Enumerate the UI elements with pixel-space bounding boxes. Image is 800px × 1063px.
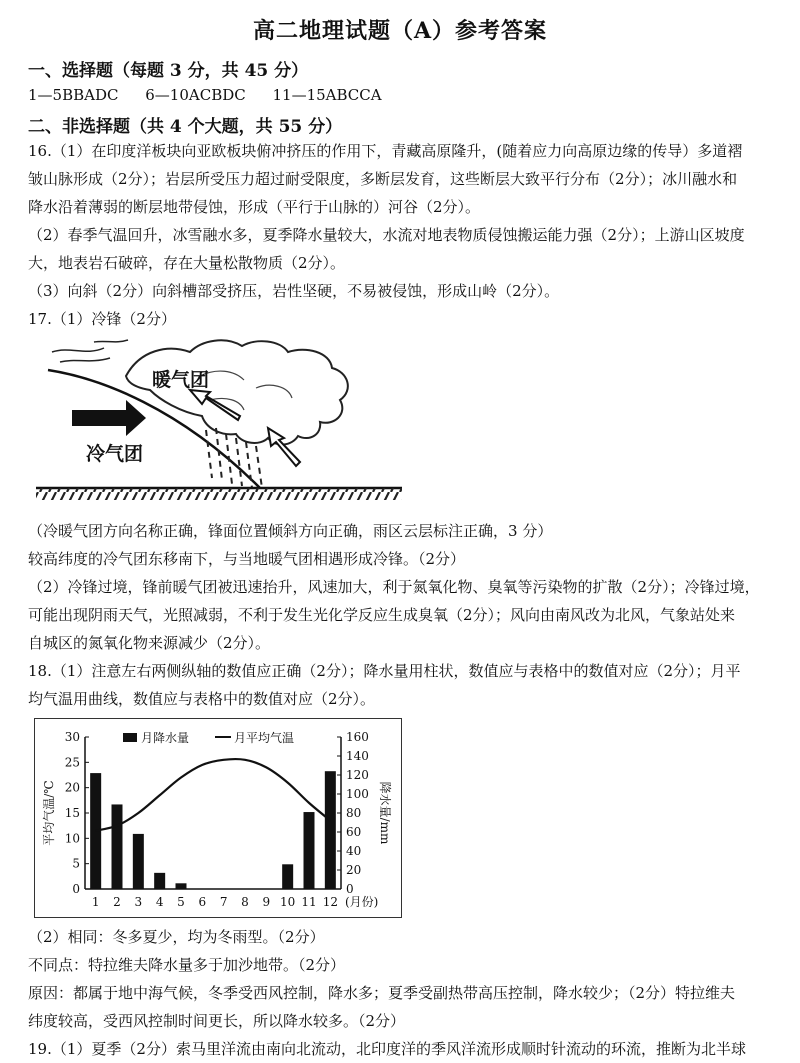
mcq-answer-1-5: 1—5BBADC [28, 86, 119, 104]
right-axis-tick-label: 60 [346, 825, 362, 839]
cloud-shape [126, 340, 348, 444]
x-tick-label: 2 [113, 895, 121, 909]
left-axis-tick-label: 25 [64, 755, 80, 770]
precip-bar [282, 864, 293, 889]
mcq-answers [28, 82, 778, 109]
left-axis-tick-label: 15 [64, 806, 80, 820]
right-axis-tick-label: 20 [346, 863, 362, 877]
left-axis-tick-label: 0 [72, 882, 80, 896]
right-axis-tick-label: 40 [346, 844, 362, 858]
right-axis-title: 降水量/mm [378, 781, 392, 845]
q18-line: （2）相同：冬多夏少，均为冬雨型。（2分） [28, 928, 325, 946]
mcq-answer-6-10: 6—10ACBDC [145, 86, 246, 104]
right-axis-tick-label: 100 [346, 787, 369, 801]
precip-bar [112, 804, 123, 889]
precip-bar [304, 812, 315, 889]
cold-air-arrow [72, 400, 146, 436]
q16-line: 降水沿着薄弱的断层地带侵蚀，形成（平行于山脉的）河谷（2分）。 [28, 198, 481, 216]
legend-bar-swatch [123, 733, 137, 742]
climate-chart [34, 718, 402, 918]
x-tick-label: 3 [134, 895, 143, 909]
precip-bar [176, 883, 187, 889]
cold-air-label: 冷气团 [86, 443, 144, 465]
section2-heading: 二、非选择题（共 4 个大题，共 55 分） [28, 117, 343, 137]
precip-bar [133, 834, 144, 889]
q16-line: （2）春季气温回升，冰雪融水多，夏季降水量较大，水流对地表物质侵蚀搬运能力强（2分）；上游山区坡度 [28, 226, 745, 244]
right-axis-tick-label: 0 [346, 882, 354, 896]
q16-line: 大，地表岩石破碎，存在大量松散物质（2分）。 [28, 254, 346, 272]
x-tick-label: 7 [219, 895, 228, 909]
cold-front-diagram [30, 338, 410, 508]
q16-line: 皱山脉形成（2分）；岩层所受压力超过耐受限度，多断层发育，这些断层大致平行分布（2分）；冰川融水和 [28, 170, 738, 188]
right-axis-tick-label: 120 [346, 768, 369, 782]
q18-line: 均气温用曲线，数值应与表格中的数值对应（2分）。 [28, 690, 376, 708]
x-tick-label: 4 [155, 895, 164, 909]
x-tick-label: 6 [198, 895, 207, 909]
mcq-answer-11-15: 11—15ABCCA [272, 86, 382, 104]
q17-line: （冷暖气团方向名称正确，锋面位置倾斜方向正确，雨区云层标注正确，3 分） [28, 522, 553, 540]
temperature-curve [96, 759, 331, 831]
section1-heading: 一、选择题（每题 3 分，共 45 分） [28, 61, 309, 81]
legend-temp-label: 月平均气温 [234, 731, 295, 745]
q17-line: 17.（1）冷锋（2分） [28, 310, 176, 328]
x-tick-label: 12 [322, 895, 338, 909]
q17-line: 可能出现阴雨天气，光照减弱，不利于发生光化学反应生成臭氧（2分）；风向由南风改为北风，气象站处来 [28, 606, 736, 624]
q16-line: 16.（1）在印度洋板块向亚欧板块俯冲挤压的作用下，青藏高原隆升，(随着应力向高原边缘的传导）多道褶 [28, 142, 743, 160]
x-tick-label: 11 [301, 895, 317, 909]
q16-line: （3）向斜（2分）向斜槽部受挤压，岩性坚硬，不易被侵蚀，形成山岭（2分）。 [28, 282, 560, 300]
x-tick-label: 8 [241, 895, 249, 909]
left-axis-title: 平均气温/℃ [42, 780, 56, 846]
legend-precip-label: 月降水量 [141, 731, 190, 745]
left-axis-tick-label: 20 [64, 780, 80, 795]
precip-bar [154, 873, 165, 889]
x-axis-unit: (月份) [345, 895, 379, 909]
left-axis-tick-label: 10 [64, 831, 80, 846]
x-tick-label: 10 [280, 895, 296, 909]
warm-air-label: 暖气团 [152, 369, 210, 391]
q18-line: 原因：都属于地中海气候，冬季受西风控制，降水多；夏季受副热带高压控制，降水较少；（2分）特拉维夫 [28, 984, 736, 1002]
q19-line: 19.（1）夏季（2分）索马里洋流由南向北流动，北印度洋的季风洋流形成顺时针流动的环流，推断为北半球 [28, 1040, 746, 1058]
right-axis-tick-label: 80 [346, 806, 362, 820]
q17-line: （2）冷锋过境，锋前暖气团被迅速抬升，风速加大，利于氮氧化物、臭氧等污染物的扩散（2分）；冷锋过境， [28, 578, 760, 596]
q17-line: 自城区的氮氧化物来源减少（2分）。 [28, 634, 271, 652]
q18-line: 18.（1）注意左右两侧纵轴的数值应正确（2分）；降水量用柱状，数值应与表格中的数值对应（2分）；月平 [28, 662, 741, 680]
x-tick-label: 5 [177, 895, 185, 909]
right-axis-tick-label: 140 [346, 749, 369, 763]
q17-line: 较高纬度的冷气团东移南下，与当地暖气团相遇形成冷锋。（2分） [28, 550, 466, 568]
right-axis-tick-label: 160 [346, 730, 369, 744]
precip-bar [325, 771, 336, 889]
left-axis-tick-label: 30 [64, 730, 80, 744]
left-axis-tick-label: 5 [72, 856, 80, 871]
q18-line: 不同点：特拉维夫降水量多于加沙地带。（2分） [28, 956, 346, 974]
x-tick-label: 9 [262, 895, 271, 909]
x-tick-label: 1 [91, 895, 100, 909]
q18-line: 纬度较高，受西风控制时间更长，所以降水较多。（2分） [28, 1012, 406, 1030]
page-title: 高二地理试题（A）参考答案 [252, 18, 548, 44]
